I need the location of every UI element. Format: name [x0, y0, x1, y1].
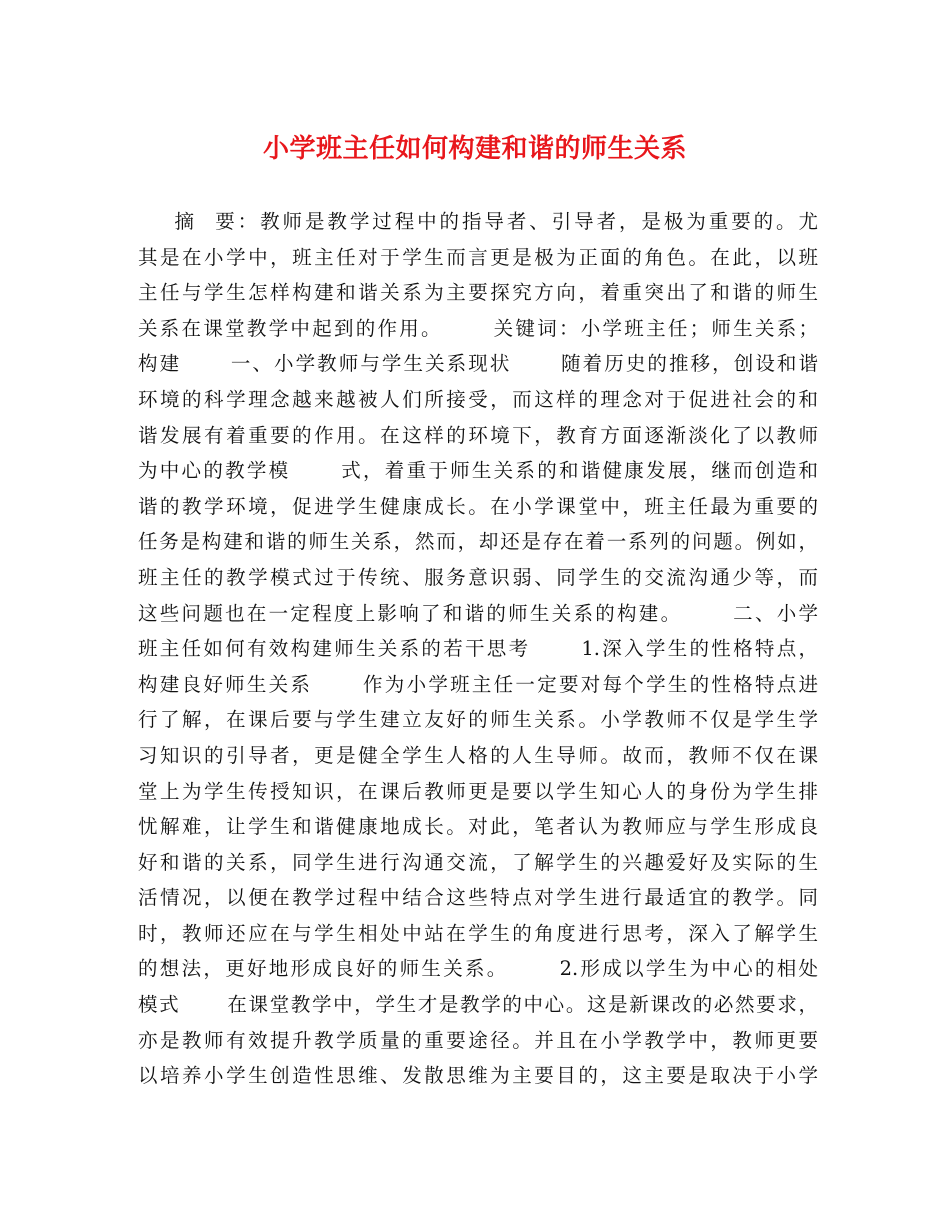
body-text-line: 谐发展有着重要的作用。在这样的环境下，教育方面逐渐淡化了以教师	[138, 423, 818, 447]
body-text-line: 好和谐的关系，同学生进行沟通交流，了解学生的兴趣爱好及实际的生	[138, 850, 818, 874]
body-text-line: 摘 要：教师是教学过程中的指导者、引导者，是极为重要的。尤	[138, 210, 818, 233]
body-text-line: 谐的教学环境，促进学生健康成长。在小学课堂中，班主任最为重要的	[138, 494, 818, 518]
body-text-line: 班主任的教学模式过于传统、服务意识弱、同学生的交流沟通少等，而	[138, 565, 818, 589]
body-text-line: 亦是教师有效提升教学质量的重要途径。并且在小学教学中，教师更要	[138, 1028, 818, 1052]
body-text-line: 活情况，以便在教学过程中结合这些特点对学生进行最适宜的教学。同	[138, 886, 818, 910]
body-text-line: 任务是构建和谐的师生关系，然而，却还是存在着一系列的问题。例如，	[138, 530, 818, 554]
body-text-line: 这些问题也在一定程度上影响了和谐的师生关系的构建。 二、小学	[138, 601, 818, 625]
body-text-line: 构建 一、小学教师与学生关系现状 随着历史的推移，创设和谐	[138, 352, 818, 376]
body-text-line: 环境的科学理念越来越被人们所接受，而这样的理念对于促进社会的和	[138, 387, 818, 411]
body-text-line: 主任与学生怎样构建和谐关系为主要探究方向，着重突出了和谐的师生	[138, 281, 818, 305]
body-text-line: 习知识的引导者，更是健全学生人格的人生导师。故而，教师不仅在课	[138, 743, 818, 767]
body-text-line: 忧解难，让学生和谐健康地成长。对此，笔者认为教师应与学生形成良	[138, 815, 818, 839]
body-text-line: 的想法，更好地形成良好的师生关系。 2.形成以学生为中心的相处	[138, 957, 818, 981]
body-text-line: 其是在小学中，班主任对于学生而言更是极为正面的角色。在此，以班	[138, 245, 818, 269]
body-text-line: 模式 在课堂教学中，学生才是教学的中心。这是新课改的必然要求，	[138, 993, 818, 1017]
body-text-line: 以培养小学生创造性思维、发散思维为主要目的，这主要是取决于小学	[138, 1064, 818, 1088]
body-text-line: 关系在课堂教学中起到的作用。 关键词：小学班主任；师生关系；	[138, 316, 818, 340]
body-text-line: 班主任如何有效构建师生关系的若干思考 1.深入学生的性格特点，	[138, 637, 818, 661]
document-body	[138, 204, 818, 1094]
body-text-line: 为中心的教学模 式，着重于师生关系的和谐健康发展，继而创造和	[138, 459, 818, 483]
body-text-line: 时，教师还应在与学生相处中站在学生的角度进行思考，深入了解学生	[138, 921, 818, 945]
body-text-line: 堂上为学生传授知识，在课后教师更是要以学生知心人的身份为学生排	[138, 779, 818, 803]
body-text-line: 行了解，在课后要与学生建立友好的师生关系。小学教师不仅是学生学	[138, 708, 818, 732]
body-text-line: 构建良好师生关系 作为小学班主任一定要对每个学生的性格特点进	[138, 672, 818, 696]
document-title: 小学班主任如何构建和谐的师生关系	[262, 134, 687, 164]
